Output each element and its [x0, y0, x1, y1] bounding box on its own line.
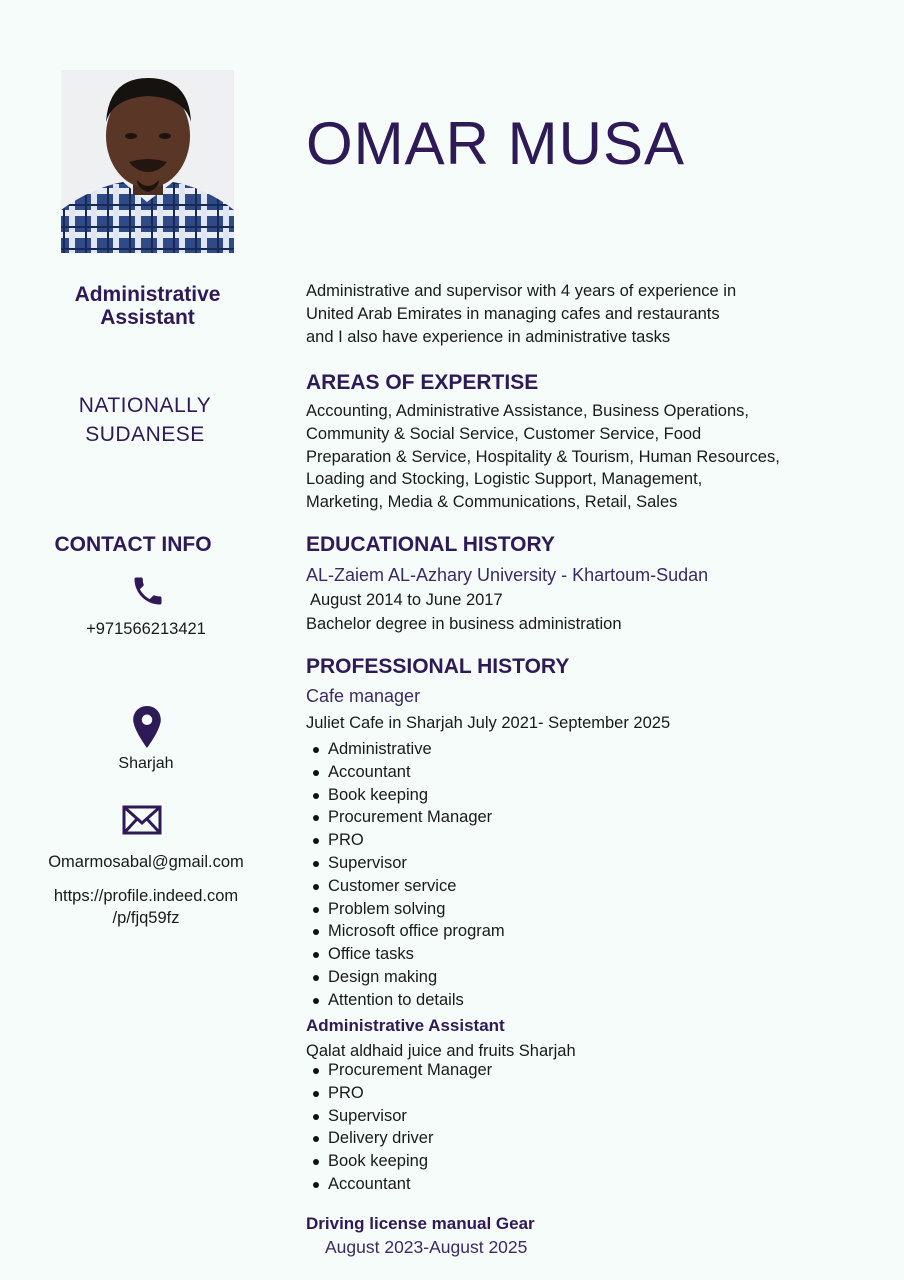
- list-item: Design making: [312, 966, 505, 989]
- education-dates: August 2014 to June 2017: [310, 591, 503, 609]
- job2-place: Qalat aldhaid juice and fruits Sharjah: [306, 1042, 576, 1060]
- education-heading: EDUCATIONAL HISTORY: [306, 533, 555, 556]
- expertise-line: Marketing, Media & Communications, Retail, Sales: [306, 493, 678, 512]
- list-item: Problem solving: [312, 898, 505, 921]
- list-item: Accountant: [312, 761, 505, 784]
- summary-line: United Arab Emirates in managing cafes and restaurants: [306, 304, 720, 323]
- location-pin-icon: [131, 706, 163, 748]
- location-text: Sharjah: [118, 755, 174, 772]
- expertise-line: Community & Social Service, Customer Service, Food: [306, 424, 702, 443]
- list-item: PRO: [312, 829, 505, 852]
- nationality-line1: NATIONALLY: [78, 394, 212, 417]
- job-title-line1: Administrative: [74, 283, 221, 306]
- job1-place: Juliet Cafe in Sharjah July 2021- September 2025: [306, 714, 671, 732]
- expertise-line: Preparation & Service, Hospitality & Tourism, Human Resources,: [306, 447, 780, 466]
- list-item: Office tasks: [312, 943, 505, 966]
- list-item: Attention to details: [312, 989, 505, 1012]
- summary-line: and I also have experience in administrative tasks: [306, 327, 671, 346]
- list-item: Supervisor: [312, 1105, 492, 1128]
- phone-number[interactable]: +971566213421: [86, 620, 206, 638]
- job2-title: Administrative Assistant: [306, 1016, 505, 1035]
- nationality-line2: SUDANESE: [85, 423, 205, 446]
- license-dates: August 2023-August 2025: [325, 1237, 528, 1257]
- portrait-image: [61, 70, 234, 253]
- list-item: PRO: [312, 1082, 492, 1105]
- nationality: [40, 391, 250, 449]
- expertise-line: Loading and Stocking, Logistic Support, Management,: [306, 470, 703, 489]
- list-item: Accountant: [312, 1173, 492, 1196]
- license-title: Driving license manual Gear: [306, 1214, 535, 1233]
- profile-photo: [61, 70, 234, 253]
- expertise-heading: AREAS OF EXPERTISE: [306, 371, 539, 394]
- profile-link-line2[interactable]: /p/fjq59fz: [112, 909, 180, 927]
- envelope-icon: [122, 804, 162, 836]
- list-item: Book keeping: [312, 1150, 492, 1173]
- summary: [306, 280, 736, 348]
- job2-duties: [312, 1059, 492, 1196]
- list-item: Book keeping: [312, 784, 505, 807]
- email-link[interactable]: Omarmosabal@gmail.com: [48, 853, 244, 871]
- contact-heading: CONTACT INFO: [54, 533, 212, 556]
- list-item: Administrative: [312, 738, 505, 761]
- job-title: [40, 283, 255, 329]
- list-item: Microsoft office program: [312, 920, 505, 943]
- profile-link[interactable]: [45, 885, 247, 929]
- professional-heading: PROFESSIONAL HISTORY: [306, 655, 570, 678]
- summary-line: Administrative and supervisor with 4 years of experience in: [306, 282, 737, 300]
- list-item: Delivery driver: [312, 1127, 492, 1150]
- education-degree: Bachelor degree in business administration: [306, 615, 622, 633]
- job-title-line2: Assistant: [100, 306, 195, 329]
- job1-duties: [312, 738, 505, 1012]
- list-item: Procurement Manager: [312, 806, 505, 829]
- education-school: AL-Zaiem AL-Azhary University - Khartoum-Sudan: [306, 565, 709, 585]
- job1-title: Cafe manager: [306, 686, 421, 706]
- phone-icon: [130, 573, 166, 609]
- candidate-name: OMAR MUSA: [306, 110, 686, 177]
- expertise-line: Accounting, Administrative Assistance, Business Operations,: [306, 402, 749, 420]
- expertise-list: [306, 400, 780, 514]
- list-item: Customer service: [312, 875, 505, 898]
- list-item: Supervisor: [312, 852, 505, 875]
- list-item: Procurement Manager: [312, 1059, 492, 1082]
- profile-link-line1[interactable]: https://profile.indeed.com: [53, 887, 239, 905]
